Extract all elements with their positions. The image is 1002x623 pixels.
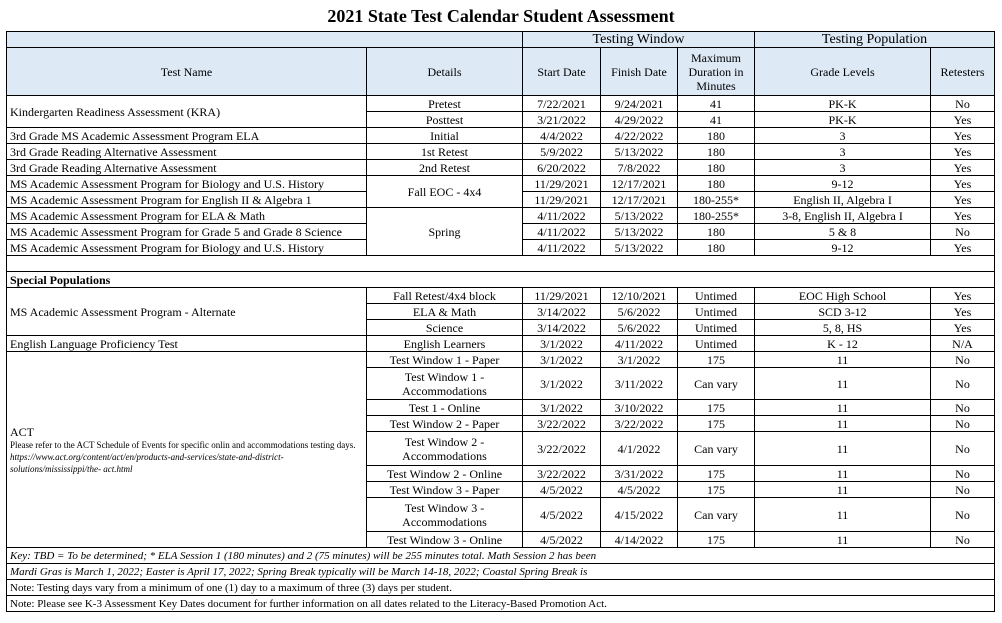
details: ELA & Math: [367, 304, 523, 320]
col-start-date: Start Date: [523, 48, 601, 96]
table-row: [7, 256, 995, 272]
retesters: Yes: [931, 176, 995, 192]
testing-window-header: Testing Window: [523, 32, 755, 48]
table-row: [7, 352, 995, 368]
details: English Learners: [367, 336, 523, 352]
duration: 180-255*: [678, 192, 755, 208]
test-name: English Language Proficiency Test: [7, 336, 367, 352]
test-name: 3rd Grade MS Academic Assessment Program ELA: [7, 128, 367, 144]
act-note: [10, 439, 363, 475]
test-name: MS Academic Assessment Program for ELA & Math: [7, 208, 367, 224]
start-date: 11/29/2021: [523, 192, 601, 208]
finish-date: 9/24/2021: [601, 96, 678, 112]
finish-date: 5/6/2022: [601, 320, 678, 336]
finish-date: 4/29/2022: [601, 112, 678, 128]
test-name: MS Academic Assessment Program for Grade 5 and Grade 8 Science: [7, 224, 367, 240]
details: Test Window 1 - Paper: [367, 352, 523, 368]
details: Initial: [367, 128, 523, 144]
finish-date: 5/13/2022: [601, 224, 678, 240]
footnote: Key: TBD = To be determined; * ELA Session 1 (180 minutes) and 2 (75 minutes) will be 255 minutes total. Math Session 2 has been: [7, 548, 995, 564]
details: Test Window 1 - Accommodations: [367, 368, 523, 400]
duration: Untimed: [678, 320, 755, 336]
details: 2nd Retest: [367, 160, 523, 176]
col-finish-date: Finish Date: [601, 48, 678, 96]
finish-date: 12/17/2021: [601, 176, 678, 192]
retesters: Yes: [931, 240, 995, 256]
retesters: No: [931, 96, 995, 112]
grade-levels: 11: [755, 416, 931, 432]
start-date: 3/14/2022: [523, 320, 601, 336]
details: Posttest: [367, 112, 523, 128]
grade-levels: 3: [755, 128, 931, 144]
duration: 180: [678, 240, 755, 256]
grade-levels: PK-K: [755, 112, 931, 128]
retesters: No: [931, 352, 995, 368]
details: Fall EOC - 4x4: [367, 176, 523, 208]
duration: Can vary: [678, 432, 755, 466]
footnote: Note: Please see K-3 Assessment Key Dates document for further information on all dates related to the Literacy-Based Promotion Act.: [7, 596, 995, 612]
duration: 180: [678, 160, 755, 176]
grade-levels: 11: [755, 482, 931, 498]
grade-levels: PK-K: [755, 96, 931, 112]
start-date: 3/21/2022: [523, 112, 601, 128]
grade-levels: 5, 8, HS: [755, 320, 931, 336]
duration: Untimed: [678, 336, 755, 352]
table-row: [7, 144, 995, 160]
grade-levels: 11: [755, 498, 931, 532]
test-name: MS Academic Assessment Program for Biology and U.S. History: [7, 240, 367, 256]
grade-levels: 11: [755, 368, 931, 400]
details: Test Window 3 - Online: [367, 532, 523, 548]
duration: Untimed: [678, 304, 755, 320]
retesters: Yes: [931, 288, 995, 304]
details: Science: [367, 320, 523, 336]
start-date: 3/1/2022: [523, 336, 601, 352]
start-date: 4/11/2022: [523, 224, 601, 240]
grade-levels: English II, Algebra I: [755, 192, 931, 208]
col-grade-levels: Grade Levels: [755, 48, 931, 96]
details: Pretest: [367, 96, 523, 112]
grade-levels: K - 12: [755, 336, 931, 352]
retesters: Yes: [931, 144, 995, 160]
grade-levels: 9-12: [755, 176, 931, 192]
table-row: [7, 272, 995, 288]
finish-date: 4/5/2022: [601, 482, 678, 498]
finish-date: 3/11/2022: [601, 368, 678, 400]
test-name: Kindergarten Readiness Assessment (KRA): [7, 96, 367, 128]
duration: 175: [678, 416, 755, 432]
retesters: Yes: [931, 304, 995, 320]
retesters: No: [931, 224, 995, 240]
details: Test Window 2 - Accommodations: [367, 432, 523, 466]
details: Test Window 2 - Paper: [367, 416, 523, 432]
page-title: 2021 State Test Calendar Student Assessment: [327, 6, 675, 26]
grade-levels: 11: [755, 400, 931, 416]
header-group-row: [7, 32, 995, 48]
spacer-row: [7, 256, 995, 272]
retesters: No: [931, 532, 995, 548]
finish-date: 3/10/2022: [601, 400, 678, 416]
table-row: [7, 336, 995, 352]
grade-levels: 3: [755, 160, 931, 176]
details: Test Window 3 - Accommodations: [367, 498, 523, 532]
start-date: 6/20/2022: [523, 160, 601, 176]
retesters: N/A: [931, 336, 995, 352]
duration: 41: [678, 96, 755, 112]
retesters: No: [931, 400, 995, 416]
start-date: 11/29/2021: [523, 176, 601, 192]
retesters: Yes: [931, 192, 995, 208]
table-row: [7, 176, 995, 192]
table-row: [7, 96, 995, 112]
duration: 175: [678, 400, 755, 416]
finish-date: 5/13/2022: [601, 144, 678, 160]
assessment-calendar-table: [6, 31, 995, 612]
duration: 180: [678, 176, 755, 192]
duration: 175: [678, 466, 755, 482]
retesters: No: [931, 416, 995, 432]
duration: 180: [678, 144, 755, 160]
footnote: Note: Testing days vary from a minimum of one (1) day to a maximum of three (3) days per student.: [7, 580, 995, 596]
start-date: 3/1/2022: [523, 368, 601, 400]
start-date: 3/22/2022: [523, 466, 601, 482]
act-note-text: Please refer to the ACT Schedule of Events for specific onlin and accommodations testing days.: [10, 439, 356, 450]
footnote: Mardi Gras is March 1, 2022; Easter is April 17, 2022; Spring Break typically will be March 14-18, 2022; Coastal Spring Break is: [7, 564, 995, 580]
start-date: 7/22/2021: [523, 96, 601, 112]
finish-date: 3/22/2022: [601, 416, 678, 432]
start-date: 3/22/2022: [523, 432, 601, 466]
duration: 175: [678, 482, 755, 498]
details: 1st Retest: [367, 144, 523, 160]
act-cell: [7, 352, 367, 548]
details: Test Window 2 - Online: [367, 466, 523, 482]
duration: 41: [678, 112, 755, 128]
act-name: ACT: [10, 424, 34, 439]
table-row: [7, 160, 995, 176]
start-date: 11/29/2021: [523, 288, 601, 304]
table-row: [7, 208, 995, 224]
retesters: Yes: [931, 160, 995, 176]
retesters: No: [931, 368, 995, 400]
retesters: Yes: [931, 208, 995, 224]
retesters: Yes: [931, 128, 995, 144]
start-date: 5/9/2022: [523, 144, 601, 160]
finish-date: 5/6/2022: [601, 304, 678, 320]
grade-levels: 11: [755, 466, 931, 482]
grade-levels: 3-8, English II, Algebra I: [755, 208, 931, 224]
testing-population-header: Testing Population: [755, 32, 995, 48]
col-duration: Maximum Duration in Minutes: [678, 48, 755, 96]
start-date: 4/5/2022: [523, 532, 601, 548]
start-date: 4/5/2022: [523, 498, 601, 532]
start-date: 3/1/2022: [523, 352, 601, 368]
test-name: 3rd Grade Reading Alternative Assessment: [7, 160, 367, 176]
test-name: MS Academic Assessment Program - Alternate: [7, 288, 367, 336]
finish-date: 4/11/2022: [601, 336, 678, 352]
retesters: No: [931, 432, 995, 466]
col-retesters: Retesters: [931, 48, 995, 96]
retesters: No: [931, 498, 995, 532]
duration: Can vary: [678, 498, 755, 532]
duration: Can vary: [678, 368, 755, 400]
start-date: 3/1/2022: [523, 400, 601, 416]
test-name: 3rd Grade Reading Alternative Assessment: [7, 144, 367, 160]
grade-levels: 9-12: [755, 240, 931, 256]
grade-levels: 5 & 8: [755, 224, 931, 240]
duration: 180: [678, 224, 755, 240]
details: Test 1 - Online: [367, 400, 523, 416]
col-details: Details: [367, 48, 523, 96]
finish-date: 4/14/2022: [601, 532, 678, 548]
start-date: 4/11/2022: [523, 208, 601, 224]
table-row: [7, 564, 995, 580]
details: Fall Retest/4x4 block: [367, 288, 523, 304]
finish-date: 4/15/2022: [601, 498, 678, 532]
finish-date: 3/31/2022: [601, 466, 678, 482]
test-name: MS Academic Assessment Program for English II & Algebra 1: [7, 192, 367, 208]
header-row: [7, 48, 995, 96]
retesters: No: [931, 482, 995, 498]
table-row: [7, 548, 995, 564]
grade-levels: 3: [755, 144, 931, 160]
table-row: [7, 288, 995, 304]
finish-date: 7/8/2022: [601, 160, 678, 176]
start-date: 4/11/2022: [523, 240, 601, 256]
duration: 180: [678, 128, 755, 144]
finish-date: 5/13/2022: [601, 208, 678, 224]
finish-date: 12/10/2021: [601, 288, 678, 304]
grade-levels: SCD 3-12: [755, 304, 931, 320]
duration: 180-255*: [678, 208, 755, 224]
grade-levels: 11: [755, 532, 931, 548]
start-date: 3/14/2022: [523, 304, 601, 320]
grade-levels: 11: [755, 352, 931, 368]
act-url-link[interactable]: https://www.act.org/content/act/en/products-and-services/state-and-district-solutions/mississippi/the- act.html: [10, 451, 284, 474]
special-populations-heading: Special Populations: [7, 272, 995, 288]
finish-date: 5/13/2022: [601, 240, 678, 256]
retesters: No: [931, 466, 995, 482]
duration: Untimed: [678, 288, 755, 304]
duration: 175: [678, 532, 755, 548]
table-row: [7, 128, 995, 144]
start-date: 4/5/2022: [523, 482, 601, 498]
details: Spring: [367, 208, 523, 256]
finish-date: 3/1/2022: [601, 352, 678, 368]
table-row: [7, 596, 995, 612]
finish-date: 12/17/2021: [601, 192, 678, 208]
retesters: Yes: [931, 320, 995, 336]
grade-levels: EOC High School: [755, 288, 931, 304]
start-date: 3/22/2022: [523, 416, 601, 432]
retesters: Yes: [931, 112, 995, 128]
grade-levels: 11: [755, 432, 931, 466]
header-blank: [7, 32, 523, 48]
col-test-name: Test Name: [7, 48, 367, 96]
details: Test Window 3 - Paper: [367, 482, 523, 498]
duration: 175: [678, 352, 755, 368]
start-date: 4/4/2022: [523, 128, 601, 144]
test-name: MS Academic Assessment Program for Biology and U.S. History: [7, 176, 367, 192]
finish-date: 4/22/2022: [601, 128, 678, 144]
table-row: [7, 580, 995, 596]
finish-date: 4/1/2022: [601, 432, 678, 466]
